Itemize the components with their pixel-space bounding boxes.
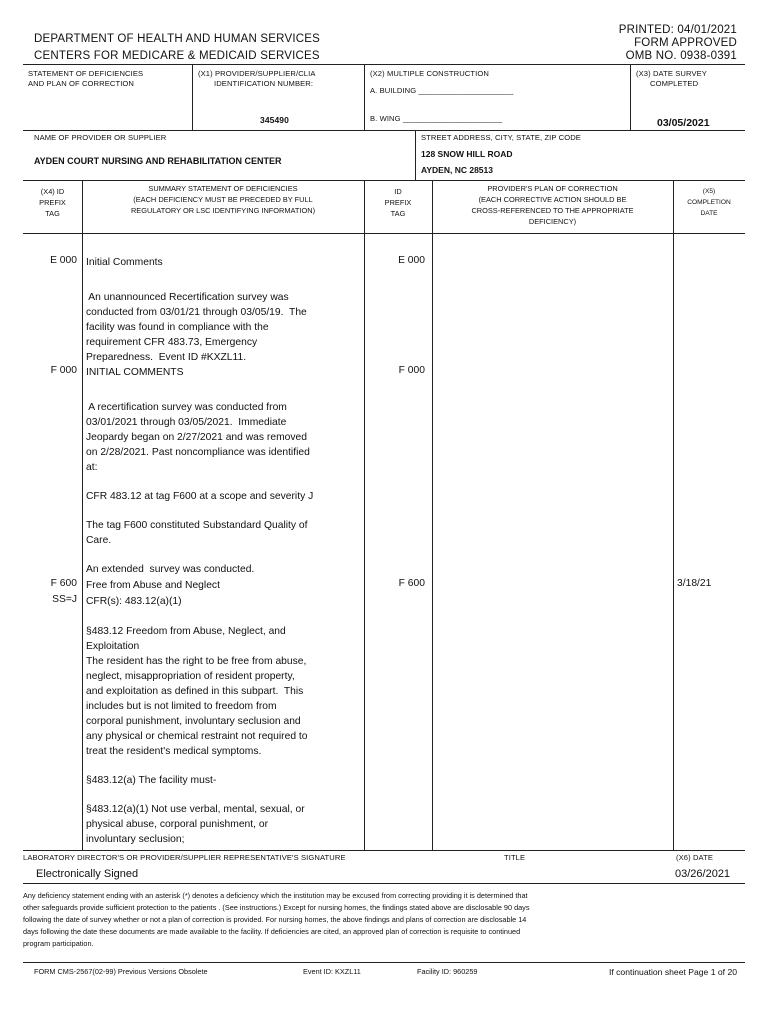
summary-line: Initial Comments bbox=[86, 257, 163, 268]
f600-completion-date: 3/18/21 bbox=[677, 578, 712, 589]
summary-line: An unannounced Recertification survey was bbox=[86, 292, 289, 303]
summary-line: conducted from 03/01/21 through 03/05/19. The bbox=[86, 307, 307, 318]
summary-line: neglect, misappropriation of resident property, bbox=[86, 671, 295, 682]
address-label: STREET ADDRESS, CITY, STATE, ZIP CODE bbox=[421, 133, 581, 142]
address-city: AYDEN, NC 28513 bbox=[421, 165, 493, 175]
rule bbox=[23, 883, 745, 884]
summary-line: Preparedness. Event ID #KXZL11. bbox=[86, 352, 247, 363]
title-label: TITLE bbox=[504, 853, 526, 862]
summary-line: An extended survey was conducted. bbox=[86, 564, 255, 575]
summary-column-header: SUMMARY STATEMENT OF DEFICIENCIES (EACH DEFICIENCY MUST BE PRECEDED BY FULL REGULATORY OR LSC IDENTIFYING INFORMATION) bbox=[130, 184, 316, 215]
id-column-header: ID PREFIX TAG bbox=[384, 187, 412, 218]
rule bbox=[82, 180, 83, 850]
summary-line: requirement CFR 483.73, Emergency bbox=[86, 337, 258, 348]
x6-date-label: (X6) DATE bbox=[676, 853, 714, 862]
summary-line: The tag F600 constituted Substandard Quality of bbox=[86, 520, 308, 531]
rule bbox=[673, 180, 674, 850]
summary-line: CFR(s): 483.12(a)(1) bbox=[86, 596, 182, 607]
e000-right-tag: E 000 bbox=[398, 255, 425, 266]
f600-left-tag: F 600 bbox=[50, 578, 77, 589]
summary-line: Jeopardy began on 2/27/2021 and was removed bbox=[86, 432, 307, 443]
x3-label-1: (X3) DATE SURVEY bbox=[636, 69, 707, 78]
summary-line: The resident has the right to be free from abuse, bbox=[86, 656, 307, 667]
e000-left-tag: E 000 bbox=[50, 255, 77, 266]
facility-id: Facility ID: 960259 bbox=[417, 967, 478, 976]
f600-scope-severity: SS=J bbox=[52, 594, 77, 605]
x1-label-2: IDENTIFICATION NUMBER: bbox=[214, 79, 314, 88]
summary-line: at: bbox=[86, 462, 98, 473]
rule bbox=[432, 180, 433, 850]
provider-name-label: NAME OF PROVIDER OR SUPPLIER bbox=[34, 133, 167, 142]
disclaimer-text: Any deficiency statement ending with an asterisk (*) denotes a deficiency which the institution may be excused from correcting providing it is determined that other safeguards provide sufficient protection to the patients . (See instructions.) Except for nursing homes, the findings stated above are disclosable 90 days following the date of survey whether or not a plan of correction is provided. For nursing homes, the above findings and plans of correction are disclosable 14 days following the date these documents are made available to the facility. If deficiencies are cited, an approved plan of correction is requisite to continued program participation. bbox=[23, 891, 530, 948]
electronic-signature: Electronically Signed bbox=[36, 868, 139, 880]
form-approved: FORM APPROVED bbox=[634, 37, 737, 49]
address-street: 128 SNOW HILL ROAD bbox=[421, 149, 513, 159]
signature-label: LABORATORY DIRECTOR'S OR PROVIDER/SUPPLIER REPRESENTATIVE'S SIGNATURE bbox=[23, 853, 346, 862]
summary-line: any physical or chemical restraint not required to bbox=[86, 731, 308, 742]
rule bbox=[23, 180, 745, 181]
summary-line: Care. bbox=[86, 535, 112, 546]
summary-line: §483.12 Freedom from Abuse, Neglect, and bbox=[86, 626, 286, 637]
form-number: FORM CMS-2567(02-99) Previous Versions Obsolete bbox=[34, 967, 208, 976]
rule bbox=[23, 64, 745, 65]
x4-column-header: (X4) ID PREFIX TAG bbox=[39, 187, 66, 218]
printed-date: PRINTED: 04/01/2021 bbox=[618, 24, 737, 36]
summary-line: INITIAL COMMENTS bbox=[86, 367, 184, 378]
rule bbox=[23, 233, 745, 234]
summary-line: CFR 483.12 at tag F600 at a scope and severity J bbox=[86, 491, 314, 502]
summary-line: includes but is not limited to freedom from bbox=[86, 701, 277, 712]
rule bbox=[415, 130, 416, 180]
survey-completed-date: 03/05/2021 bbox=[657, 117, 710, 129]
centers-title: CENTERS FOR MEDICARE & MEDICAID SERVICES bbox=[34, 50, 320, 62]
summary-line: treat the resident's medical symptoms. bbox=[86, 746, 262, 757]
omb-number: OMB NO. 0938-0391 bbox=[625, 50, 737, 62]
summary-line: physical abuse, corporal punishment, or bbox=[86, 819, 269, 830]
f600-right-tag: F 600 bbox=[398, 578, 425, 589]
summary-line: on 2/28/2021. Past noncompliance was identified bbox=[86, 447, 310, 458]
plan-column-header: PROVIDER'S PLAN OF CORRECTION (EACH CORRECTIVE ACTION SHOULD BE CROSS-REFERENCED TO THE APPROPRIATE DEFICIENCY) bbox=[471, 184, 634, 226]
building-label: A. BUILDING ______________________ bbox=[370, 86, 514, 95]
wing-label: B. WING _______________________ bbox=[370, 114, 503, 123]
page-indicator: If continuation sheet Page 1 of 20 bbox=[608, 967, 737, 977]
summary-line: involuntary seclusion; bbox=[86, 834, 185, 845]
summary-line: facility was found in compliance with the bbox=[86, 322, 269, 333]
rule bbox=[23, 850, 745, 851]
statement-label-2: AND PLAN OF CORRECTION bbox=[28, 79, 134, 88]
x5-column-header: (X5) COMPLETION DATE bbox=[687, 188, 731, 217]
x2-label: (X2) MULTIPLE CONSTRUCTION bbox=[370, 69, 489, 78]
summary-line: 03/01/2021 through 03/05/2021. Immediate bbox=[86, 417, 287, 428]
summary-line: Free from Abuse and Neglect bbox=[86, 580, 220, 591]
summary-line: §483.12(a) The facility must- bbox=[86, 775, 217, 786]
summary-line: Exploitation bbox=[86, 641, 140, 652]
provider-name: AYDEN COURT NURSING AND REHABILITATION CENTER bbox=[34, 156, 282, 166]
statement-label-1: STATEMENT OF DEFICIENCIES bbox=[28, 69, 144, 78]
event-id: Event ID: KXZL11 bbox=[303, 967, 361, 976]
rule bbox=[364, 180, 365, 850]
rule bbox=[364, 64, 365, 130]
summary-line: corporal punishment, involuntary seclusion and bbox=[86, 716, 301, 727]
x1-label-1: (X1) PROVIDER/SUPPLIER/CLIA bbox=[198, 69, 316, 78]
rule bbox=[23, 130, 745, 131]
department-title: DEPARTMENT OF HEALTH AND HUMAN SERVICES bbox=[34, 33, 320, 45]
f000-right-tag: F 000 bbox=[398, 365, 425, 376]
rule bbox=[192, 64, 193, 130]
summary-line: and exploitation as defined in this subpart. This bbox=[86, 686, 304, 697]
rule bbox=[23, 962, 745, 963]
summary-line: A recertification survey was conducted from bbox=[86, 402, 287, 413]
provider-number: 345490 bbox=[260, 115, 289, 125]
f000-left-tag: F 000 bbox=[50, 365, 77, 376]
rule bbox=[630, 64, 631, 130]
x3-label-2: COMPLETED bbox=[650, 79, 699, 88]
signature-date: 03/26/2021 bbox=[675, 868, 731, 880]
summary-line: §483.12(a)(1) Not use verbal, mental, sexual, or bbox=[86, 804, 305, 815]
